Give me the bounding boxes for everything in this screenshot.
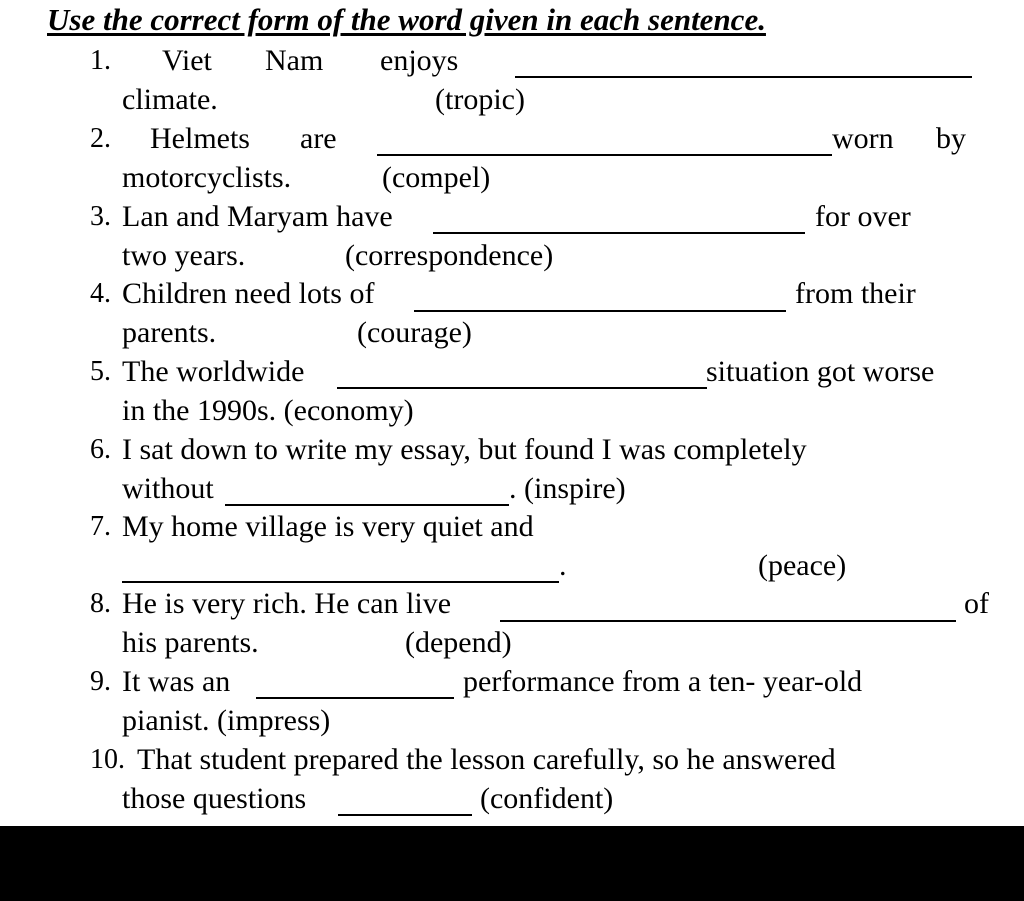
question-text: in the 1990s. (economy)	[122, 394, 414, 427]
answer-blank[interactable]	[515, 76, 972, 78]
question-number: 10.	[90, 744, 125, 775]
word-hint: (confident)	[480, 782, 614, 815]
question-text: for over	[815, 200, 911, 233]
question-text: Viet	[162, 44, 212, 77]
question-number: 6.	[90, 434, 111, 465]
word-hint: (correspondence)	[345, 239, 554, 272]
question-text: climate.	[122, 83, 218, 116]
question-number: 5.	[90, 356, 111, 387]
question-text: performance from a ten- year-old	[463, 665, 863, 698]
answer-blank[interactable]	[338, 814, 472, 816]
answer-blank[interactable]	[500, 620, 956, 622]
question-text: My home village is very quiet and	[122, 510, 534, 543]
question-number: 4.	[90, 278, 111, 309]
question-text: enjoys	[380, 44, 459, 77]
answer-blank[interactable]	[377, 154, 832, 156]
word-hint: . (inspire)	[509, 472, 626, 505]
answer-blank[interactable]	[256, 697, 454, 699]
question-text: are	[300, 122, 337, 155]
question-text: situation got worse	[706, 355, 935, 388]
question-number: 7.	[90, 511, 111, 542]
question-text: Helmets	[150, 122, 250, 155]
question-text: pianist. (impress)	[122, 704, 331, 737]
question-text: motorcyclists.	[122, 161, 292, 194]
question-text: .	[559, 549, 567, 582]
question-text: worn	[832, 122, 894, 155]
question-text: Children need lots of	[122, 277, 375, 310]
question-text: The worldwide	[122, 355, 305, 388]
answer-blank[interactable]	[414, 310, 786, 312]
question-text: It was an	[122, 665, 231, 698]
question-number: 2.	[90, 123, 111, 154]
answer-blank[interactable]	[433, 232, 805, 234]
question-text: I sat down to write my essay, but found I was completely	[122, 433, 807, 466]
word-hint: (peace)	[758, 549, 847, 582]
question-text: without	[122, 472, 214, 505]
question-number: 9.	[90, 666, 111, 697]
word-hint: (tropic)	[435, 83, 525, 116]
word-hint: (depend)	[405, 626, 512, 659]
question-text: Nam	[265, 44, 324, 77]
question-number: 3.	[90, 201, 111, 232]
question-text: of	[964, 587, 989, 620]
question-text: Lan and Maryam have	[122, 200, 393, 233]
question-number: 8.	[90, 588, 111, 619]
answer-blank[interactable]	[122, 581, 559, 583]
question-text: parents.	[122, 316, 217, 349]
word-hint: (courage)	[357, 316, 472, 349]
word-hint: (compel)	[382, 161, 491, 194]
question-text: by	[936, 122, 966, 155]
black-bar-overlay	[0, 826, 1024, 901]
question-text: two years.	[122, 239, 246, 272]
question-text: those questions	[122, 782, 307, 815]
question-text: That student prepared the lesson carefully, so he answered	[137, 743, 836, 776]
answer-blank[interactable]	[225, 504, 509, 506]
answer-blank[interactable]	[337, 387, 707, 389]
question-text: from their	[795, 277, 916, 310]
question-text: He is very rich. He can live	[122, 587, 452, 620]
question-number: 1.	[90, 45, 111, 76]
worksheet-title: Use the correct form of the word given in each sentence.	[47, 2, 766, 37]
question-text: his parents.	[122, 626, 259, 659]
